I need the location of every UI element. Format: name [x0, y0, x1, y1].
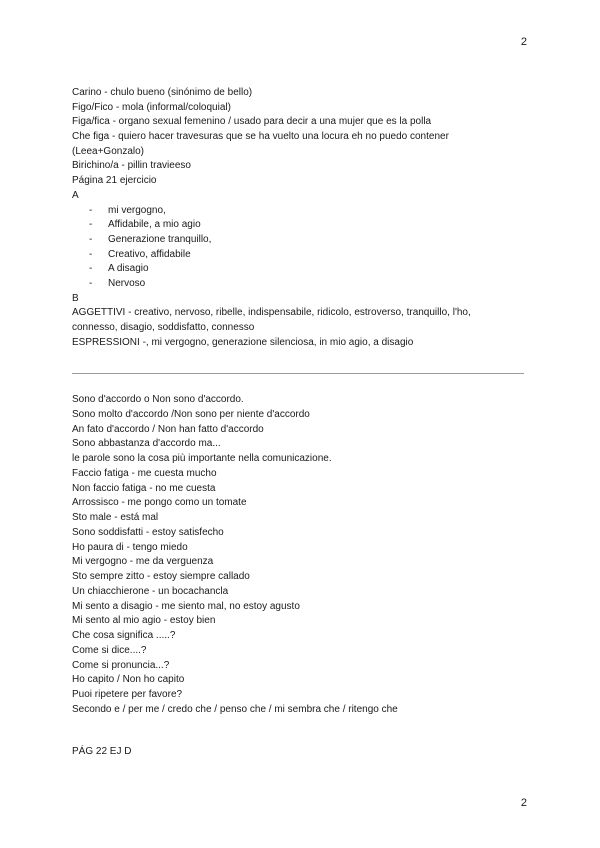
text-line: Faccio fatiga - me cuesta mucho — [72, 467, 217, 479]
list-item — [72, 248, 532, 263]
text-line: Che figa - quiero hacer travesuras que se ha vuelto una locura eh no puedo contener — [72, 131, 449, 143]
list-item-text: Creativo, affidabile — [108, 248, 191, 260]
text-line: Secondo e / per me / credo che / penso che / mi sembra che / ritengo che — [72, 703, 398, 715]
list-dash: - — [89, 233, 93, 245]
list-item-text: A disagio — [108, 263, 149, 275]
text-line: Figa/fica - organo sexual femenino / usado para decir a una mujer que es la polla — [72, 116, 432, 128]
text-line: Sono d'accordo o Non sono d'accordo. — [72, 394, 244, 405]
list-dash: - — [89, 263, 93, 275]
list-dash: - — [89, 219, 93, 231]
text-line: Sono soddisfatti - estoy satisfecho — [72, 526, 224, 538]
page-number-bottom: 2 — [520, 797, 527, 809]
list-dash: - — [89, 277, 93, 289]
text-line: Sono molto d'accordo /Non sono per niente d'accordo — [72, 408, 310, 420]
text-line: Ho capito / Non ho capito — [72, 674, 185, 686]
text-line: Come si dice....? — [72, 644, 147, 656]
phrases-section — [72, 393, 532, 718]
list-item-text: mi vergogno, — [108, 204, 166, 216]
page-number-top: 2 — [520, 36, 527, 48]
text-line: Sto sempre zitto - estoy siempre callado — [72, 571, 250, 582]
list-item-text: Generazione tranquillo, — [108, 233, 212, 245]
text-line: ESPRESSIONI -, mi vergogno, generazione silenciosa, in mio agio, a disagio — [72, 336, 414, 348]
horizontal-divider — [72, 373, 524, 374]
text-line: Sto male - está mal — [72, 512, 159, 523]
text-line: Carino - chulo bueno (sinónimo de bello) — [72, 87, 253, 98]
footer-heading-block — [72, 745, 532, 760]
text-line: le parole sono la cosa più importante nella comunicazione. — [72, 453, 332, 464]
exercise-label-a: A — [72, 189, 79, 201]
text-line: Che cosa significa .....? — [72, 630, 176, 641]
list-item — [72, 233, 532, 248]
text-line: Mi sento a disagio - me siento mal, no estoy agusto — [72, 600, 300, 612]
list-dash: - — [89, 204, 93, 216]
list-item-text: Affidabile, a mio agio — [108, 219, 201, 231]
text-line: Puoi ripetere per favore? — [72, 689, 183, 700]
text-line: An fato d'accordo / Non han fatto d'accordo — [72, 423, 264, 435]
text-line: Non faccio fatiga - no me cuesta — [72, 482, 216, 494]
text-line: connesso, disagio, soddisfatto, connesso — [72, 322, 255, 333]
list-item-text: Nervoso — [108, 277, 146, 289]
text-line: Arrossisco - me pongo como un tomate — [72, 497, 247, 509]
text-line: Mi vergogno - me da verguenza — [72, 556, 214, 568]
exercise-heading: Página 21 ejercicio — [72, 175, 157, 187]
text-line: Sono abbastanza d'accordo ma... — [72, 438, 221, 450]
exercise-label-b: B — [72, 292, 79, 304]
text-line: Come si pronuncia...? — [72, 659, 170, 671]
list-item — [72, 218, 532, 233]
list-item — [72, 262, 532, 277]
text-line: Ho paura di - tengo miedo — [72, 541, 188, 553]
text-line: AGGETTIVI - creativo, nervoso, ribelle, indispensabile, ridicolo, estroverso, tranquillo, l'ho, — [72, 307, 471, 319]
list-dash: - — [89, 248, 93, 260]
text-line: (Leea+Gonzalo) — [72, 145, 144, 157]
list-item — [72, 204, 532, 219]
text-line: Mi sento al mio agio - estoy bien — [72, 615, 216, 627]
vocabulary-section — [72, 86, 532, 350]
list-item — [72, 277, 532, 292]
text-line: Birichino/a - pillin travieeso — [72, 160, 191, 172]
text-line: Figo/Fico - mola (informal/coloquial) — [72, 101, 231, 113]
text-line: Un chiacchierone - un bocachancla — [72, 585, 229, 597]
section-heading: PÁG 22 EJ D — [72, 746, 132, 757]
